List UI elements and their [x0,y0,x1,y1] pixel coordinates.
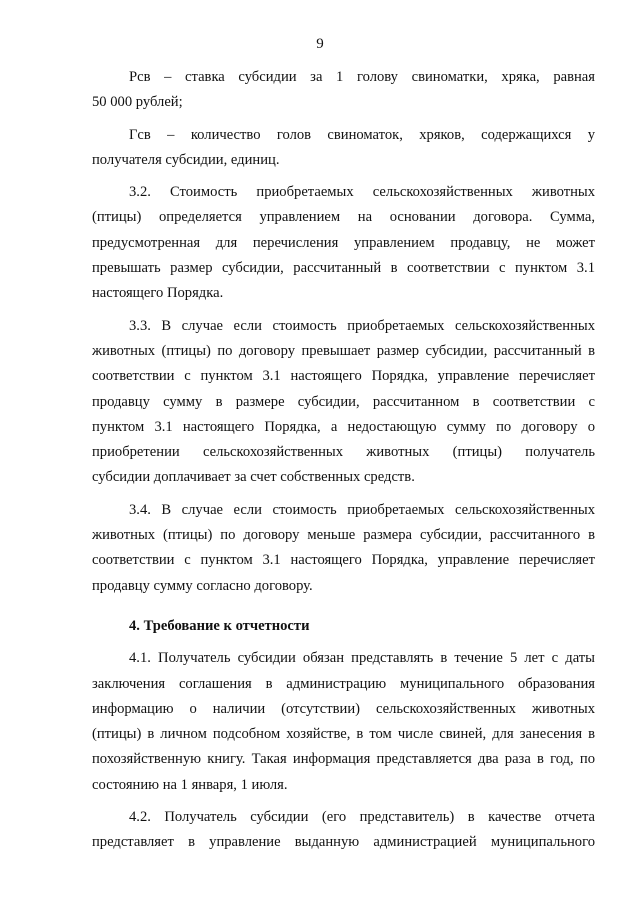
section-heading: 4. Требование к отчетности [129,617,310,634]
text-line: (птицы) определяется управлением на основании договора. Сумма, [92,209,595,226]
text-line: 3.4. В случае если стоимость приобретаемых сельскохозяйственных [129,501,595,518]
page-number: 9 [316,36,324,52]
text-line: настоящего Порядка. [92,285,224,302]
text-line: представляет в управление выданную администрацией муниципального [92,834,595,851]
text-line: 3.3. В случае если стоимость приобретаемых сельскохозяйственных [129,317,595,334]
paragraph-4-2 [92,805,595,856]
text-line: соответствии с пунктом 3.1 настоящего Порядка, управление перечисляет [92,368,595,385]
paragraph-4-1 [92,646,595,798]
text-line: соответствии с пунктом 3.1 настоящего Порядка, управление перечисляет [92,552,595,569]
document-body [92,65,595,856]
text-line: 4.1. Получатель субсидии обязан представлять в течение 5 лет с даты [129,650,595,667]
text-line: животных (птицы) по договору меньше размера субсидии, рассчитанного в [92,527,595,544]
text-line: заключения соглашения в администрацию муниципального образования [92,675,595,692]
text-line: продавцу сумму согласно договору. [92,577,313,594]
paragraph-rsv-definition [92,65,595,116]
text-line: (птицы) в личном подсобном хозяйстве, в том числе свиней, для занесения в [92,726,595,743]
text-line: пунктом 3.1 настоящего Порядка, а недостающую сумму по договору о [92,418,595,435]
paragraph-gsv-definition [92,123,595,174]
text-line: 4.2. Получатель субсидии (его представитель) в качестве отчета [129,809,595,826]
paragraph-3-4 [92,498,595,599]
text-line: приобретении сельскохозяйственных животных (птицы) получатель [92,444,595,461]
text-line: 50 000 рублей; [92,94,183,111]
text-line: субсидии доплачивает за счет собственных средств. [92,469,415,486]
text-line: состоянию на 1 января, 1 июля. [92,776,288,793]
text-line: Рсв – ставка субсидии за 1 голову свиноматки, хряка, равная [129,69,595,85]
paragraph-3-3 [92,314,595,491]
text-line: продавцу сумму в размере субсидии, рассчитанном в соответствии с [92,393,595,410]
text-line: информацию о наличии (отсутствии) сельскохозяйственных животных [92,700,595,717]
text-line: предусмотренная для перечисления управлением продавцу, не может [92,234,595,251]
text-line: превышать размер субсидии, рассчитанный в соответствии с пунктом 3.1 [92,260,595,277]
text-line: получателя субсидии, единиц. [92,151,280,168]
text-line: животных (птицы) по договору превышает размер субсидии, рассчитанный в [92,342,595,359]
paragraph-3-2 [92,180,595,306]
text-line: 3.2. Стоимость приобретаемых сельскохозяйственных животных [129,184,595,201]
text-line: Гсв – количество голов свиноматок, хряков, содержащихся у [129,126,595,143]
text-line: похозяйственную книгу. Такая информация представляется два раза в год, по [92,751,595,768]
